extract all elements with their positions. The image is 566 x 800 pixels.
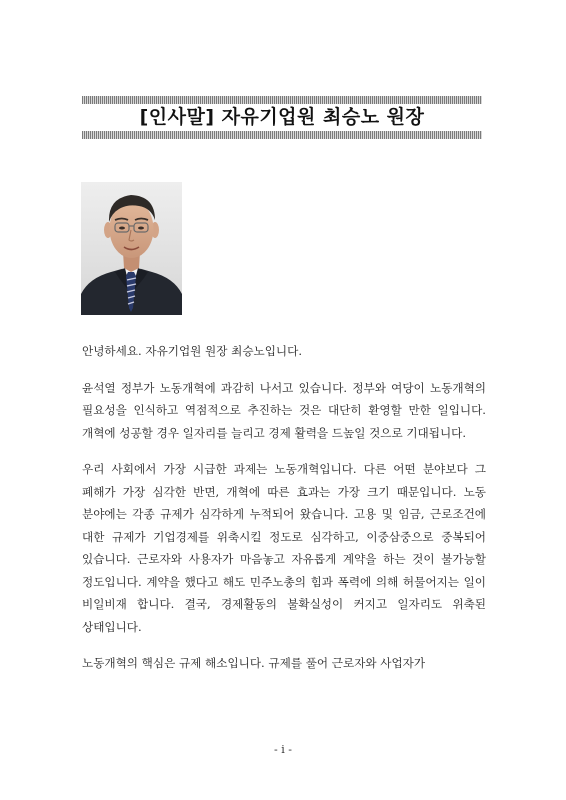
paragraph-greeting: 안녕하세요. 자유기업원 원장 최승노입니다. [82, 344, 303, 358]
paragraph-core: 노동개혁의 핵심은 규제 해소입니다. 규제를 풀어 근로자와 사업자가 [82, 656, 426, 670]
paragraph-labor-reform: 윤석열 정부가 노동개혁에 과감히 나서고 있습니다. 정부와 여당이 노동개혁의 필요성을 인식하고 역점적으로 추진하는 것은 대단히 환영할 만한 일입니다. 개혁에 성공할 경우 일자리를 늘리고 경제 활력을 드높일 것으로 기대됩니다. [82, 380, 486, 440]
page-title: [인사말] 자유기업원 최승노 원장 [139, 106, 425, 128]
portrait-photo [81, 182, 182, 315]
paragraph-regulation: 우리 사회에서 가장 시급한 과제는 노동개혁입니다. 다른 어떤 분야보다 그 폐해가 가장 심각한 반면, 개혁에 따른 효과는 가장 크기 때문입니다. 노동 분야에는 각종 규제가 심각하게 누적되어 왔습니다. 고용 및 임금, 근로조건에 대한 규제가 기업경제를 위축시킬 정도로 심각하고, 이중삼중으로 중복되어 있습니다. 근로자와 사용자가 마음놓고 자유롭게 계약을 하는 것이 불가능할 정도입니다. 계약을 했다고 해도 민주노총의 힘과 폭력에 의해 허물어지는 일이 비일비재 합니다. 결국, 경제활동의 불확실성이 커지고 일자리도 위축된 상태입니다. [82, 462, 486, 634]
title-top-rule [82, 96, 482, 104]
page-number: - i - [274, 743, 292, 756]
title-bottom-rule [82, 131, 482, 139]
greeting-body [82, 340, 486, 689]
